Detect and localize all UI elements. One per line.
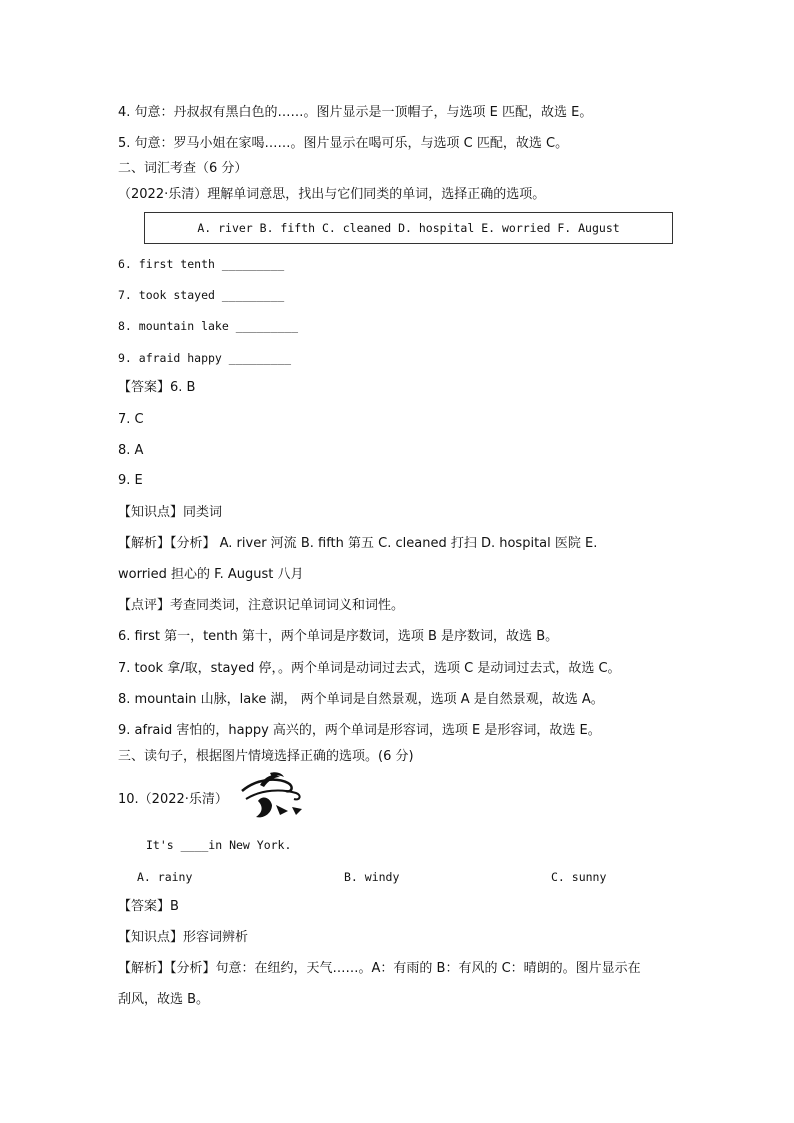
explanation-5: 5. 句意：罗马小姐在家喝……。图片显示在喝可乐，与选项 C 匹配，故选 C。 bbox=[118, 136, 569, 151]
question-9: 9. afraid happy _________ bbox=[118, 351, 292, 365]
knowledge-point-10: 【知识点】形容词辨析 bbox=[118, 930, 249, 945]
option-c: C. sunny bbox=[551, 870, 607, 884]
analysis-10-line-1: 【解析】【分析】句意：在纽约，天气……。A：有雨的 B：有风的 C：晴朗的。图片显示在 bbox=[118, 961, 641, 976]
explanation-7: 7. took 拿/取，stayed 停，。两个单词是动词过去式，选项 C 是动词过去式，故选 C。 bbox=[118, 661, 621, 676]
question-6: 6. first tenth _________ bbox=[118, 257, 285, 271]
answer-10: 【答案】B bbox=[118, 899, 179, 914]
question-8: 8. mountain lake _________ bbox=[118, 319, 299, 333]
answer-8: 8. A bbox=[118, 443, 144, 458]
windy-weather-icon bbox=[236, 771, 308, 823]
comment: 【点评】考查同类词，注意识记单词词义和词性。 bbox=[118, 598, 405, 613]
answer-7: 7. C bbox=[118, 412, 144, 427]
explanation-9: 9. afraid 害怕的，happy 高兴的，两个单词是形容词，选项 E 是形容词，故选 E。 bbox=[118, 723, 601, 738]
knowledge-point: 【知识点】同类词 bbox=[118, 505, 223, 520]
analysis-line-1: 【解析】【分析】 A. river 河流 B. fifth 第五 C. cleaned 打扫 D. hospital 医院 E. bbox=[118, 536, 598, 551]
explanation-6: 6. first 第一，tenth 第十，两个单词是序数词，选项 B 是序数词，故选 B。 bbox=[118, 629, 559, 644]
analysis-10-line-2: 刮风，故选 B。 bbox=[118, 992, 210, 1007]
section-3-heading: 三、读句子，根据图片情境选择正确的选项。(6 分) bbox=[118, 749, 414, 764]
option-a: A. rainy bbox=[137, 870, 193, 884]
section-2-heading: 二、词汇考查（6 分） bbox=[118, 161, 248, 176]
options-box bbox=[144, 212, 673, 244]
question-10-sentence: It's ____in New York. bbox=[146, 838, 292, 852]
option-b: B. windy bbox=[344, 870, 400, 884]
explanation-8: 8. mountain 山脉，lake 湖， 两个单词是自然景观，选项 A 是自然景观，故选 A。 bbox=[118, 692, 604, 707]
answer-label: 【答案】6. B bbox=[118, 380, 196, 395]
question-10: 10.（2022·乐清） bbox=[118, 792, 228, 807]
answer-9: 9. E bbox=[118, 473, 143, 488]
explanation-4: 4. 句意：丹叔叔有黑白色的……。图片显示是一顶帽子，与选项 E 匹配，故选 E。 bbox=[118, 105, 593, 120]
options-text: A. river B. fifth C. cleaned D. hospital E. worried F. August bbox=[197, 221, 620, 235]
question-7: 7. took stayed _________ bbox=[118, 288, 285, 302]
section-2-instructions: （2022·乐清）理解单词意思，找出与它们同类的单词，选择正确的选项。 bbox=[118, 187, 546, 202]
analysis-line-2: worried 担心的 F. August 八月 bbox=[118, 567, 304, 582]
